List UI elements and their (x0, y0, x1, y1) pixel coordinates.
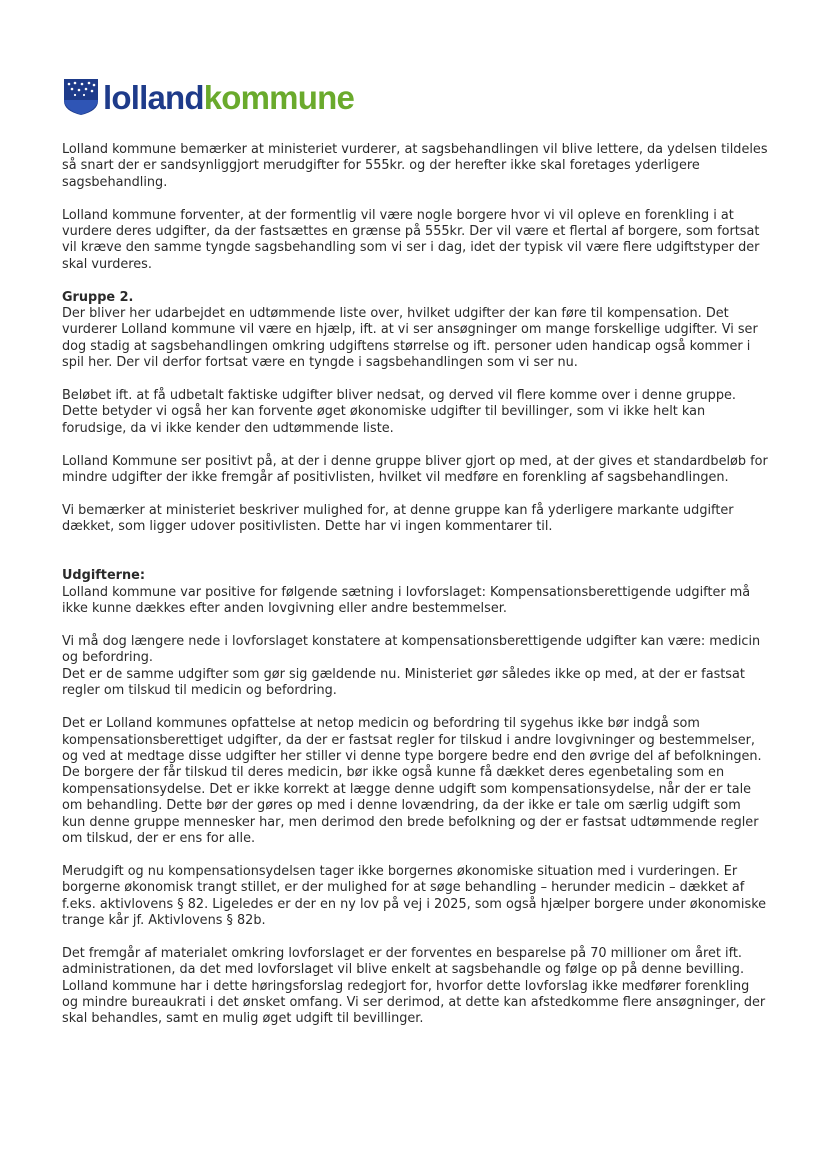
paragraph-standardbeloeb: Lolland Kommune ser positivt på, at der i denne gruppe bliver gjort op med, at der gives et standardbeløb for mindre udgifter der ikke fremgår af positivlisten, hvilket vil medføre en forenkling af sagsbehandlingen. (62, 453, 768, 486)
paragraph-samme-udgifter: Det er de samme udgifter som gør sig gældende nu. Ministeriet gør således ikke op med, at der er fastsat regler om tilskud til medicin og befordring. (62, 666, 745, 699)
paragraph-oekonomisk-situation: Merudgift og nu kompensationsydelsen tager ikke borgernes økonomiske situation med i vurderingen. Er borgerne økonomisk trangt stillet, er der mulighed for at søge behandling – herunder medicin – dækket af f.eks. aktivlovens § 82. Ligeledes er der en ny lov på vej i 2025, som også hjælper borgere under økonomiske trange kår jf. Aktivlovens § 82b. (62, 863, 767, 928)
document-body (62, 142, 768, 1028)
paragraph-beloebet: Beløbet ift. at få udbetalt faktiske udgifter bliver nedsat, og derved vil flere komme over i denne gruppe. Dette betyder vi også her kan forvente øget økonomiske udgifter til bevillinger, som vi ikke helt kan forudsige, da vi ikke kender den udtømmende liste. (62, 388, 736, 436)
paragraph-besparelse: Det fremgår af materialet omkring lovforslaget er der forventes en besparelse på 70 millioner om året ift. administrationen, da det med lovforslaget vil blive enkelt at sagsbehandle og følge op på denne bevilling. Lolland kommune har i dette høringsforslag redegjort for, hvorfor dette lovforslag ikke medfører forenkling og mindre bureaukrati i det ønsket omfang. Vi ser derimod, at dette kan afstedkomme flere ansøgninger, der skal behandles, samt en mulig øget udgift til bevillinger. (62, 945, 766, 1027)
heading-udgifterne: Udgifterne: (62, 568, 145, 584)
logo (62, 76, 354, 116)
paragraph-intro: Lolland kommune bemærker at ministeriet vurderer, at sagsbehandlingen vil blive lettere, da ydelsen tildeles så snart der er sandsynliggjort merudgifter for 555kr. og der herefter ikke skal foretages yderligere sagsbehandling. (62, 142, 768, 190)
logo-word-lolland: lolland (103, 79, 204, 116)
logo-word-kommune: kommune (203, 79, 354, 116)
paragraph-medicin-befordring: Vi må dog længere nede i lovforslaget konstatere at kompensationsberettigende udgifter kan være: medicin og befordring. (62, 634, 761, 666)
coat-of-arms-icon (62, 76, 100, 116)
paragraph-opfattelse: Det er Lolland kommunes opfattelse at netop medicin og befordring til sygehus ikke bør indgå som kompensationsberettiget udgifter, da der er fastsat regler for tilskud i andre lovgivninger og bestemmelser, og ved at medtage disse udgifter her stiller vi denne type borgere bedre end den øvrige del af befolkningen. De borgere der får tilskud til deres medicin, bør ikke også kunne få dækket deres egenbetaling som en kompensationsydelse. Det er ikke korrekt at lægge denne udgift som kompensationsydelse, når der er tale om behandling. Dette bør der gøres op med i denne lovændring, da der ikke er tale om særlig udgift som kun denne gruppe mennesker har, men derimod den brede befolkning og der er fastsat udtømmende regler om tilskud, der er ens for alle. (62, 716, 762, 846)
paragraph-lovforslag-saetning: Lolland kommune var positive for følgende sætning i lovforslaget: Kompensationsberettigende udgifter må ikke kunne dækkes efter anden lovgivning eller andre bestemmelser. (62, 584, 751, 617)
paragraph-forventer: Lolland kommune forventer, at der formentlig vil være nogle borgere hvor vi vil opleve en forenkling i at vurdere deres udgifter, da der fastsættes en grænse på 555kr. Der vil være et flertal af borgere, som fortsat vil kræve den samme tyngde sagsbehandling som vi ser i dag, idet der typisk vil være flere udgiftstyper der skal vurderes. (62, 207, 760, 272)
paragraph-gruppe-2-liste: Der bliver her udarbejdet en udtømmende liste over, hvilket udgifter der kan føre til kompensation. Det vurderer Lolland kommune vil være en hjælp, ift. at vi ser ansøgninger om mange forskellige udgifter. Vi ser dog stadig at sagsbehandlingen omkring udgiftens størrelse og ift. personer uden handicap også kommer i spil her. Der vil derfor fortsat være en tyngde i sagsbehandlingen som vi ser nu. (62, 306, 758, 371)
heading-gruppe-2: Gruppe 2. (62, 289, 134, 305)
logo-wordmark (103, 81, 354, 114)
paragraph-markante-udgifter: Vi bemærker at ministeriet beskriver mulighed for, at denne gruppe kan få yderligere markante udgifter dækket, som ligger udover positivlisten. Dette har vi ingen kommentarer til. (62, 502, 734, 535)
